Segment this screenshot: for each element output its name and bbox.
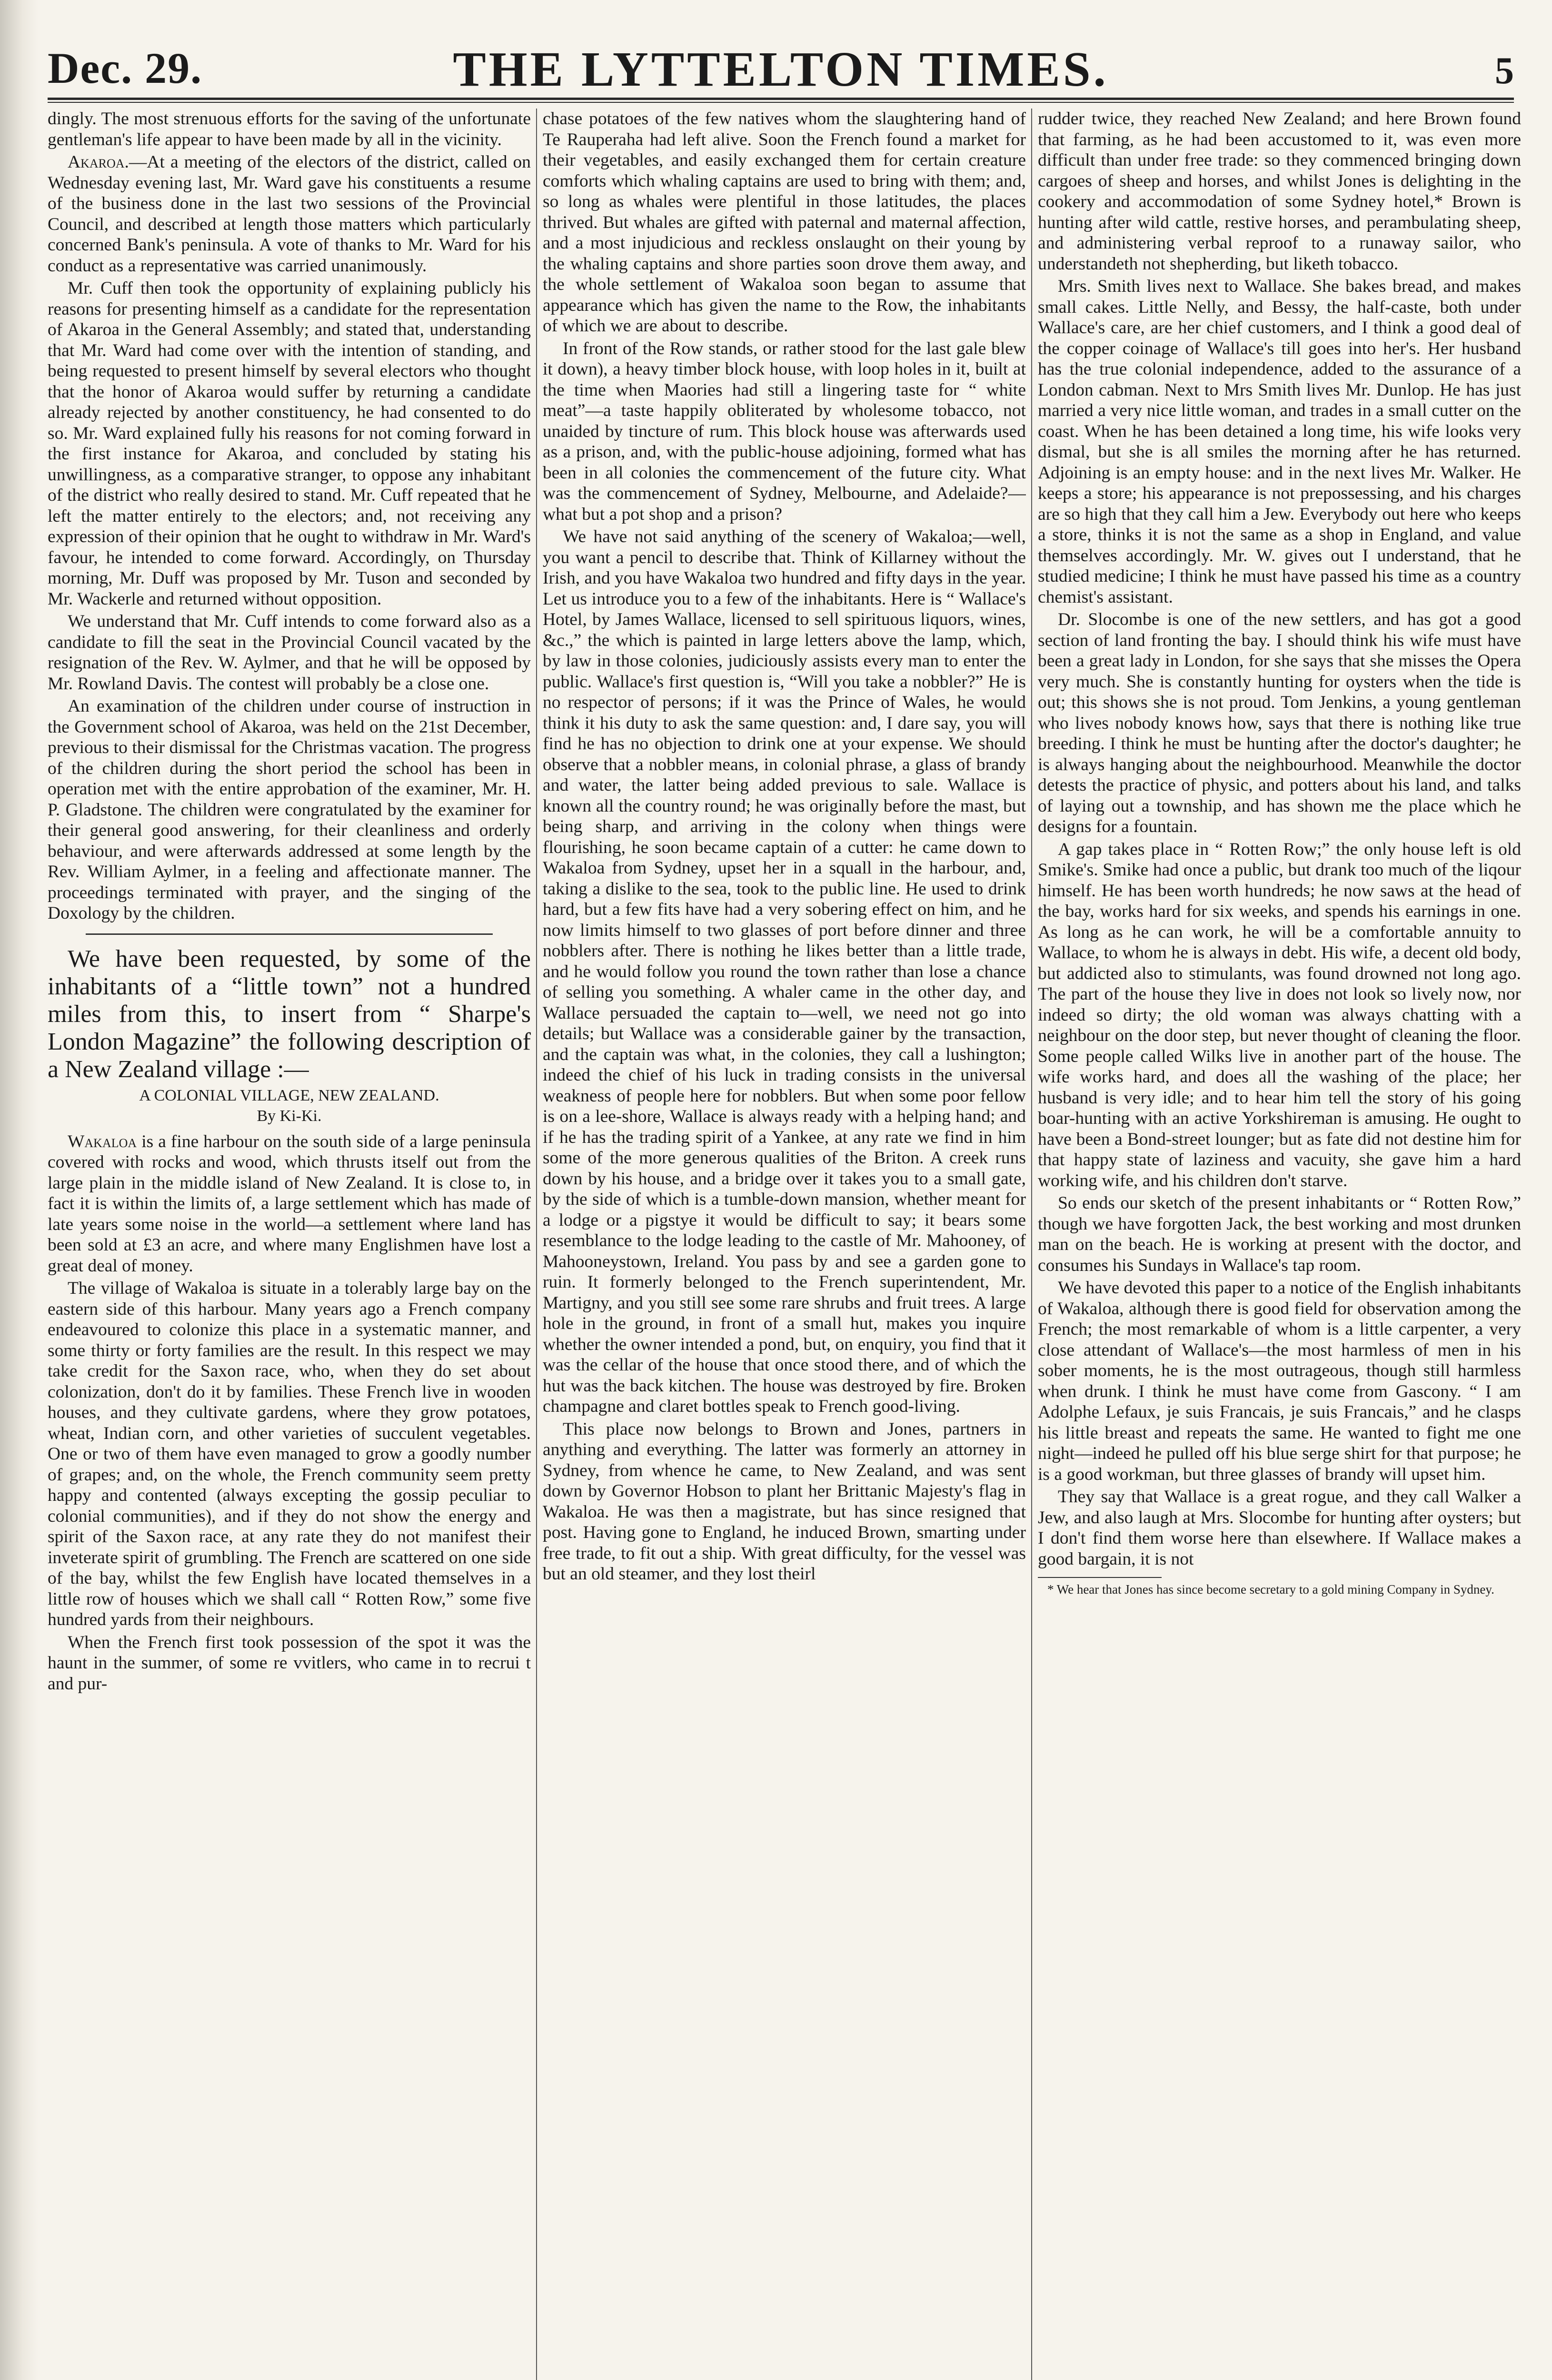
paragraph: They say that Wallace is a great rogue, and they call Walker a Jew, and also laugh at Mrs. Slocombe for hunting after oysters; but I don't find them worse here than elsewhere. If Wallace makes a good bargain, it is not bbox=[1038, 1487, 1521, 1569]
masthead bbox=[48, 29, 1514, 100]
footnote-rule bbox=[1038, 1577, 1162, 1578]
paragraph: This place now belongs to Brown and Jones, partners in anything and everything. The latter was formerly an attorney in Sydney, from whence he came, to New Zealand, and was sent down by Governor Hobson to plant her Brittanic Majesty's flag in Wakaloa. He was then a magistrate, but has since resigned that post. Having gone to England, he induced Brown, smarting under free trade, to fit out a ship. With great difficulty, for the vessel was but an old steamer, and they lost theirl bbox=[543, 1419, 1026, 1584]
masthead-rule bbox=[48, 98, 1514, 100]
paragraph: dingly. The most strenuous efforts for the saving of the unfortunate gentleman's life appear to have been made by all in the vicinity. bbox=[48, 109, 531, 149]
paragraph: We have devoted this paper to a notice of the English inhabitants of Wakaloa, although there is good field for observation among the French; the most remarkable of whom is a little carpenter, a very close attendant of Wallace's—the most harmless of men in his sober moments, he is the most outrageous, though still harmless when drunk. I think he must have come from Gascony. “ I am Adolphe Lefaux, je suis Francais, je suis Francais,” and he clasps his little breast and repeats the same. He wanted to fight me one night—indeed he pulled off his blue serge shirt for that purpose; he is a good workman, but three glasses of brandy will upset him. bbox=[1038, 1278, 1521, 1484]
paragraph: The village of Wakaloa is situate in a tolerably large bay on the eastern side of this harbour. Many years ago a French company endeavoured to colonize this place in a systematic manner, and some thirty or forty families are the result. In this respect we may take credit for the Saxon race, who, when they do set about colonization, don't do it by families. These French live in wooden houses, and they cultivate gardens, where they grow potatoes, wheat, Indian corn, and other varieties of succulent vegetables. One or two of them have even managed to grow a goodly number of grapes; and, on the whole, the French community seem pretty happy and contented (always excepting the gossip peculiar to colonial communities), and if they do not show the energy and spirit of the Saxon race, at any rate they do not manifest their inveterate spirit of grumbling. The French are scattered on one side of the bay, whilst the few English have located themselves in a little row of houses which we shall call “ Rotten Row,” some five hundred yards from their neighbours. bbox=[48, 1279, 531, 1629]
column-divider bbox=[1031, 109, 1032, 2380]
page-number: 5 bbox=[1495, 50, 1514, 92]
section-divider bbox=[86, 933, 493, 935]
paragraph: We understand that Mr. Cuff intends to come forward also as a candidate to fill the seat in the Provincial Council vacated by the resignation of the Rev. W. Aylmer, and that he will be opposed by Mr. Rowland Davis. The contest will probably be a close one. bbox=[48, 612, 531, 694]
column-divider bbox=[536, 109, 537, 2380]
paragraph-heading: Wakaloa bbox=[68, 1131, 137, 1151]
footnote: * We hear that Jones has since become secretary to a gold mining Company in Sydney. bbox=[1047, 1582, 1494, 1597]
paragraph-heading: Akaroa. bbox=[68, 152, 129, 172]
article-byline: By Ki-Ki. bbox=[257, 1107, 322, 1125]
paragraph-wakaloa bbox=[48, 1131, 531, 1277]
column-1 bbox=[48, 109, 531, 2380]
paragraph: Mrs. Smith lives next to Wallace. She bakes bread, and makes small cakes. Little Nelly, and Bessy, the half-caste, both under Wallace's care, are her chief customers, and I think a good deal of the copper coinage of Wallace's till goes into her's. Her husband has the true colonial independence, added to the assurance of a London cabman. Next to Mrs Smith lives Mr. Dunlop. He has just married a very nice little woman, and trades in a small cutter on the coast. When he has been detained a long time, his wife looks very dismal, but she is all smiles the morning after he has returned. Adjoining is an empty house: and in the next lives Mr. Walker. He keeps a store; his appearance is not prepossessing, and his charges are so high that they call him a Jew. Everybody out here who keeps a store, thinks it is not the same as a shop in England, and value themselves accordingly. Mr. W. gives out I understand, that he studied medicine; I think he must have passed his time as a country chemist's assistant. bbox=[1038, 277, 1521, 607]
paragraph: Mr. Cuff then took the opportunity of explaining publicly his reasons for presenting himself as a candidate for the representation of Akaroa in the General Assembly; and stated that, understanding that Mr. Ward had come over with the intention of standing, and being requested to present himself by several electors who thought that the honor of Akaroa would suffer by returning a candidate already rejected by another constituency, he had consented to do so. Mr. Ward explained fully his reasons for not coming forward in the first instance for Akaroa, and concluded by stating his unwillingness, as a comparative stranger, to oppose any inhabitant of the district who really desired to stand. Mr. Cuff repeated that he left the matter entirely to the electors; and, not receiving any expression of their opinion that he ought to withdraw in Mr. Ward's favour, he intended to come forward. Accordingly, on Thursday morning, Mr. Duff was proposed by Mr. Tuson and seconded by Mr. Wackerle and returned without opposition. bbox=[48, 278, 531, 609]
paragraph: A gap takes place in “ Rotten Row;” the only house left is old Smike's. Smike had once a public, but drank too much of the liqour himself. He has been worth hundreds; he now saws at the head of the bay, works hard for six weeks, and spends his earnings in one. As long as he can work, he will be a comfortable annuity to Wallace, to whom he is always in debt. His wife, a decent old body, but addicted also to stimulants, was found drowned not long ago. The part of the house they live in does not look so lively now, nor indeed so dirty; the old woman was always chatting with a neighbour on the door step, but never thought of cleaning the floor. Some people called Wilks live in another part of the house. The wife works hard, and does all the washing of the place; her husband is very idle; and to hear him tell the story of his going boar-hunting with an active Yorkshireman is amusing. He ought to have been a Bond-street lounger; but as fate did not destine him for that happy state of laziness and vacuity, she gave him a hard working wife, and his children don't starve. bbox=[1038, 839, 1521, 1190]
paragraph: An examination of the children under course of instruction in the Government school of Akaroa, was held on the 21st December, previous to their dismissal for the Christmas vacation. The progress of the children during the short period the school has been in operation met with the entire approbation of the examiner, Mr. H. P. Gladstone. The children were congratulated by the examiner for their general good answering, for their cleanliness and orderly behaviour, and were afterwards addressed at some length by the Rev. William Aylmer, in a feeling and affectionate manner. The proceedings terminated with prayer, and the singing of the Doxology by the children. bbox=[48, 696, 531, 923]
paragraph-body: is a fine harbour on the south side of a large peninsula covered with rocks and wood, which thrusts itself out from the large plain in the middle island of New Zealand. It is close to, in fact it is within the limits of, a large settlement which has made of late years some noise in the world—a settlement where land has been sold at £3 an acre, and where many Englishmen have lost a great deal of money. bbox=[48, 1131, 531, 1276]
column-2 bbox=[543, 109, 1026, 2380]
paragraph-body: —At a meeting of the electors of the district, called on Wednesday evening last, Mr. Ward gave his constituents a resume of the business done in the last two sessions of the Provincial Council, and described at length those matters which particularly concerned Bank's peninsula. A vote of thanks to Mr. Ward for his conduct as a representative was carried unanimously. bbox=[48, 152, 531, 276]
paragraph: In front of the Row stands, or rather stood for the last gale blew it down), a heavy timber block house, with loop holes in it, built at the time when Maories had still a lingering taste for “ white meat”—a taste happily obliterated by wholesome tobacco, not unaided by tincture of rum. This block house was afterwards used as a prison, and, with the public-house adjoining, formed what has been in all colonies the commencement of the future city. What was the commencement of Sydney, Melbourne, and Adelaide?—what but a pot shop and a prison? bbox=[543, 338, 1026, 524]
paragraph: So ends our sketch of the present inhabitants or “ Rotten Row,” though we have forgotten Jack, the best working and most drunken man on the beach. He is working at present with the doctor, and consumes his Sundays in Wallace's tap room. bbox=[1038, 1193, 1521, 1275]
newspaper-title: THE LYTTELTON TIMES. bbox=[453, 42, 1109, 97]
masthead-rule-thin bbox=[48, 102, 1514, 103]
paragraph: When the French first took possession of the spot it was the haunt in the summer, of some re vvitlers, who came in to recrui t and pur- bbox=[48, 1632, 531, 1694]
paragraph-akaroa-meeting bbox=[48, 152, 531, 276]
paragraph: chase potatoes of the few natives whom the slaughtering hand of Te Rauperaha had left alive. Soon the French found a market for their vegetables, and easily exchanged them for certain creature comforts which whaling captains are used to bring with them; and, so long as whales were plentiful in those latitudes, the places thrived. But whales are gifted with paternal and maternal affection, and a most injudicious and reckless onslaught on their young by the whaling captains and shore parties soon drove them away, and the whole settlement of Wakaloa soon began to assume that appearance which has given the name to the Row, the inhabitants of which we are about to describe. bbox=[543, 109, 1026, 336]
paragraph: We have not said anything of the scenery of Wakaloa;—well, you want a pencil to describe that. Think of Killarney without the Irish, and you have Wakaloa two hundred and fifty days in the year. Let us introduce you to a few of the inhabitants. Here is “ Wallace's Hotel, by James Wallace, licensed to sell spirituous liquors, wines, &c.,” the which is painted in large letters above the lamp, which, by law in those colonies, judiciously assists every man to enter the public. Wallace's first question is, “Will you take a nobbler?” He is no respector of persons; if it was the Prince of Wales, he would think it his duty to ask the same question: and, I dare say, you will find he has no objection to drink one at your expense. We should observe that a nobbler means, in colonial phrase, a glass of brandy and water, the latter being added previous to sale. Wallace is known all the country round; he was originally before the mast, but being sharp, and arriving in the colony when things were flourishing, he soon became captain of a cutter: he came down to Wakaloa from Sydney, upset her in a squall in the harbour, and, taking a dislike to the sea, took to the public line. He used to drink hard, but a few fits have had a very sobering effect on him, and he now limits himself to two glasses of port before dinner and three nobblers after. There is nothing he likes better than a little trade, and he would follow you round the town rather than lose a chance of selling you something. A whaler came in the other day, and Wallace persuaded the captain to—well, we need not go into details; but Wallace was a considerable gainer by the transaction, and the captain was what, in the colonies, they call a lushington; indeed the chief of his luck in trading consists in the universal weakness of people here for nobblers. But when some poor fellow is on a lee-shore, Wallace is always ready with a helping hand; and if he has the trading spirit of a Yankee, at any rate we find in him some of the more generous qualities of the Briton. A creek runs down by his house, and a bridge over it takes you to a small gate, by the side of which is a tumble-down mansion, whether meant for a lodge or a pigstye it would be difficult to say; it bears some resemblance to the lodge leading to the castle of Mr. Mahooney, of Mahooneystown, Ireland. You pass by and see a garden gone to ruin. It formerly belonged to the French superintendent, Mr. Martigny, and you still see some rare shrubs and fruit trees. A large hole in the ground, in front of a small hut, makes you inquire whether the owner intended a pond, but, on enquiry, you find that it was the cellar of the house that once stood there, and of which the hut was the back kitchen. The house was destroyed by fire. Broken champagne and claret bottles speak to French good-living. bbox=[543, 527, 1026, 1416]
article-intro: We have been requested, by some of the inhabitants of a “little town” not a hundred miles from this, to insert from “ Sharpe's London Magazine” the following description of a New Zealand village :— bbox=[48, 945, 531, 1083]
paragraph: rudder twice, they reached New Zealand; and here Brown found that farming, as he had been accustomed to it, was even more difficult than under free trade: so they commenced bringing down cargoes of sheep and horses, and whilst Jones is delighting in the cookery and accommodation of some Sydney hotel,* Brown is hunting after wild cattle, restive horses, and perambulating sheep, and administering verbal reproof to a runaway sailor, who understandeth not shepherding, but liketh tobacco. bbox=[1038, 109, 1521, 274]
paragraph: Dr. Slocombe is one of the new settlers, and has got a good section of land fronting the bay. I should think his wife must have been a great lady in London, for she says that she misses the Opera very much. She is constantly hunting for oysters when the tide is out; this shows she is not proud. Tom Jenkins, a young gentleman who lives nobody knows how, says that there is nothing like true breeding. I think he must be hunting after the doctor's daughter; he is always hanging about the neighbourhood. Meanwhile the doctor detests the practice of physic, and potters about his land, and talks of laying out a township, and has shown me the place which he designs for a fountain. bbox=[1038, 610, 1521, 836]
article-title: A COLONIAL VILLAGE, NEW ZEALAND. bbox=[139, 1086, 439, 1104]
issue-date: Dec. 29. bbox=[48, 44, 203, 92]
binding-shadow bbox=[0, 0, 38, 2380]
column-3 bbox=[1038, 109, 1521, 2380]
